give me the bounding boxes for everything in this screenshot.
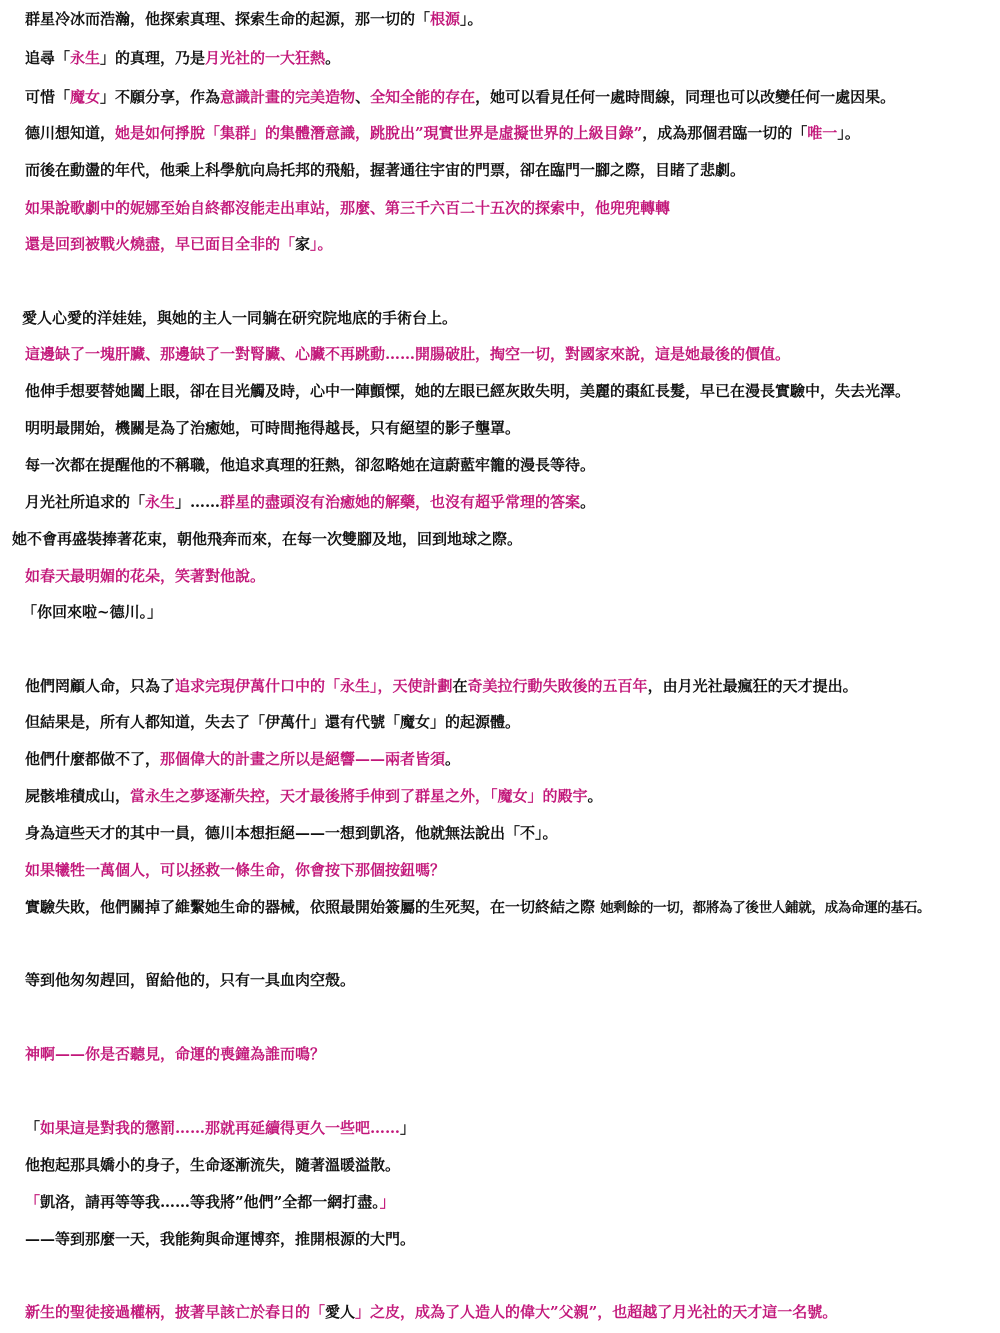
text-line (25, 344, 790, 364)
body-text: 但結果是，所有人都知道，失去了「伊萬什」還有代號「魔女」的起源體。 (25, 713, 521, 731)
text-line (22, 308, 457, 328)
highlighted-text: 永生 (70, 49, 101, 67)
highlighted-text: 「 (25, 1193, 41, 1211)
body-text: 明明最開始，機關是為了治癒她，可時間拖得越長，只有絕望的影子壟罩。 (25, 419, 521, 437)
text-line (12, 529, 522, 549)
text-line (25, 1302, 837, 1322)
body-text: 等到他匆匆趕回，留給他的，只有一具血肉空殼。 (25, 971, 356, 989)
text-line (25, 234, 333, 254)
text-line (25, 1044, 325, 1064)
body-text: 他們罔顧人命，只為了 (25, 677, 176, 695)
text-line (25, 712, 520, 732)
highlighted-text: 如果這是對我的懲罰……那就再延續得更久一些吧…… (40, 1119, 401, 1137)
text-line (25, 455, 595, 475)
text-line (25, 1155, 400, 1175)
text-line (25, 492, 595, 512)
body-text: 」…… (175, 493, 221, 511)
body-text: 」。 (460, 10, 483, 28)
highlighted-text: 當永生之夢逐漸失控，天才最後將手伸到了群星之外，「魔女」的殿宇 (130, 787, 588, 805)
body-text: 月光社所追求的「 (25, 493, 146, 511)
body-text: 他伸手想要替她闔上眼，卻在目光觸及時，心中一陣顫慄，她的左眼已經灰敗失明，美麗的棗紅長髮，早已在漫長實驗中，失去光澤。 (25, 382, 911, 400)
body-text: 身為這些天才的其中一員，德川本想拒絕——一想到凱洛，他就無法說出「不」。 (25, 824, 558, 842)
text-line (25, 970, 355, 990)
text-line (25, 566, 265, 586)
highlighted-text: 群星的盡頭沒有治癒她的解藥，也沒有超乎常理的答案 (220, 493, 581, 511)
highlighted-text: 新生的聖徒接過權柄，披著早該亡於春日的「 (25, 1303, 326, 1321)
text-line (25, 418, 520, 438)
highlighted-text: 」之皮，成為了人造人的偉大”父親”，也超越了月光社的天才這一名號。 (355, 1303, 838, 1321)
text-line (25, 860, 445, 880)
highlighted-text: 」。 (310, 235, 333, 253)
body-text: 愛人心愛的洋娃娃，與她的主人一同躺在研究院地底的手術台上。 (22, 309, 458, 327)
body-text: 她不會再盛裝捧著花束，朝他飛奔而來，在每一次雙腳及地，回到地球之際。 (12, 530, 523, 548)
body-text: 、 (355, 88, 371, 106)
body-text: 。 (445, 750, 461, 768)
highlighted-text: 意識計畫的完美造物 (220, 88, 356, 106)
highlighted-text: 如春天最明媚的花朵，笑著對他說。 (25, 567, 266, 585)
highlighted-text: 追求完現伊萬什口中的「永生」，天使計劃 (175, 677, 453, 695)
highlighted-text: 月光社的一大狂熱 (205, 49, 326, 67)
highlighted-text: 魔女 (70, 88, 101, 106)
body-text: 屍骸堆積成山， (25, 787, 131, 805)
highlighted-text: 奇美拉行動失敗後的五百年 (467, 677, 648, 695)
body-text: ——等到那麼一天，我能夠與命運博弈，推開根源的大門。 (25, 1230, 416, 1248)
body-text: 可惜「 (25, 88, 71, 106)
body-text: 他們什麼都做不了， (25, 750, 161, 768)
body-text: 實驗失敗，他們關掉了維繫她生命的器械，依照最開始簽屬的生死契，在一切終結之際 (25, 898, 601, 916)
body-text: 。 (580, 493, 596, 511)
text-line (25, 1192, 395, 1212)
text-line (25, 1229, 415, 1249)
text-line (22, 602, 162, 622)
body-text: 」的真理，乃是 (100, 49, 206, 67)
highlighted-text: 如果說歌劇中的妮娜至始自終都沒能走出車站，那麼、第三千六百二十五次的探索中，他兜兜轉轉 (25, 199, 671, 217)
body-text: 群星冷冰而浩瀚，他探索真理、探索生命的起源，那一切的「 (25, 10, 431, 28)
body-text: 。 (587, 787, 603, 805)
highlighted-text: 永生 (145, 493, 176, 511)
highlighted-text: 還是回到被戰火燒盡，早已面目全非的「 (25, 235, 296, 253)
body-text: 「你回來啦~德川。」 (22, 603, 163, 621)
body-text: ，由月光社最瘋狂的天才提出。 (647, 677, 858, 695)
text-line (25, 786, 603, 806)
body-text: 」不願分享，作為 (100, 88, 221, 106)
text-line (25, 381, 910, 401)
text-line (25, 676, 858, 696)
body-text: 德川想知道， (25, 124, 116, 142)
highlighted-text: 如果犧牲一萬個人，可以拯救一條生命，你會按下那個按鈕嗎？ (25, 861, 446, 879)
body-text: 家 (295, 235, 311, 253)
body-text: 追尋「 (25, 49, 71, 67)
body-text: 在 (452, 677, 468, 695)
highlighted-text: 全知全能的存在 (370, 88, 476, 106)
highlighted-text: 根源 (430, 10, 461, 28)
text-line (25, 87, 895, 107)
highlighted-text: 神啊——你是否聽見，命運的喪鐘為誰而鳴？ (25, 1045, 326, 1063)
body-text: 凱洛，請再等等我……等我將”他們”全都一網打盡。 (40, 1193, 380, 1211)
text-line (25, 749, 460, 769)
highlighted-text: 這邊缺了一塊肝臟、那邊缺了一對腎臟、心臟不再跳動……開腸破肚，掏空一切，對國家來說，這是她最後的價值。 (25, 345, 791, 363)
text-line (25, 823, 558, 843)
highlighted-text: 她是如何掙脫「集群」的集體潛意識，跳脫出”現實世界是虛擬世界的上級目錄” (115, 124, 643, 142)
body-text: 每一次都在提醒他的不稱職，他追求真理的狂熱，卻忽略她在這蔚藍牢籠的漫長等待。 (25, 456, 596, 474)
body-text: 他抱起那具嬌小的身子，生命逐漸流失，隨著溫暖溢散。 (25, 1156, 401, 1174)
text-line (25, 160, 745, 180)
body-text: 愛人 (325, 1303, 356, 1321)
text-line (25, 48, 340, 68)
body-text: 」 (400, 1119, 416, 1137)
body-text: 」。 (837, 124, 860, 142)
highlighted-text: 那個偉大的計畫之所以是絕響——兩者皆須 (160, 750, 446, 768)
body-text: 。 (325, 49, 341, 67)
highlighted-text: 」 (379, 1193, 395, 1211)
body-text: 她剩餘的一切，都將為了後世人鋪就，成為命運的基石。 (600, 900, 931, 916)
text-line (25, 198, 670, 218)
body-text: ，她可以看見任何一處時間線，同理也可以改變任何一處因果。 (475, 88, 896, 106)
text-line (25, 1118, 415, 1138)
body-text: ，成為那個君臨一切的「 (642, 124, 808, 142)
text-line (25, 123, 860, 143)
text-line (25, 9, 483, 29)
text-line (25, 897, 930, 918)
body-text: 而後在動盪的年代，他乘上科學航向烏托邦的飛船，握著通往宇宙的門票，卻在臨門一腳之際，目睹了悲劇。 (25, 161, 746, 179)
body-text: 「 (25, 1119, 41, 1137)
highlighted-text: 唯一 (807, 124, 838, 142)
